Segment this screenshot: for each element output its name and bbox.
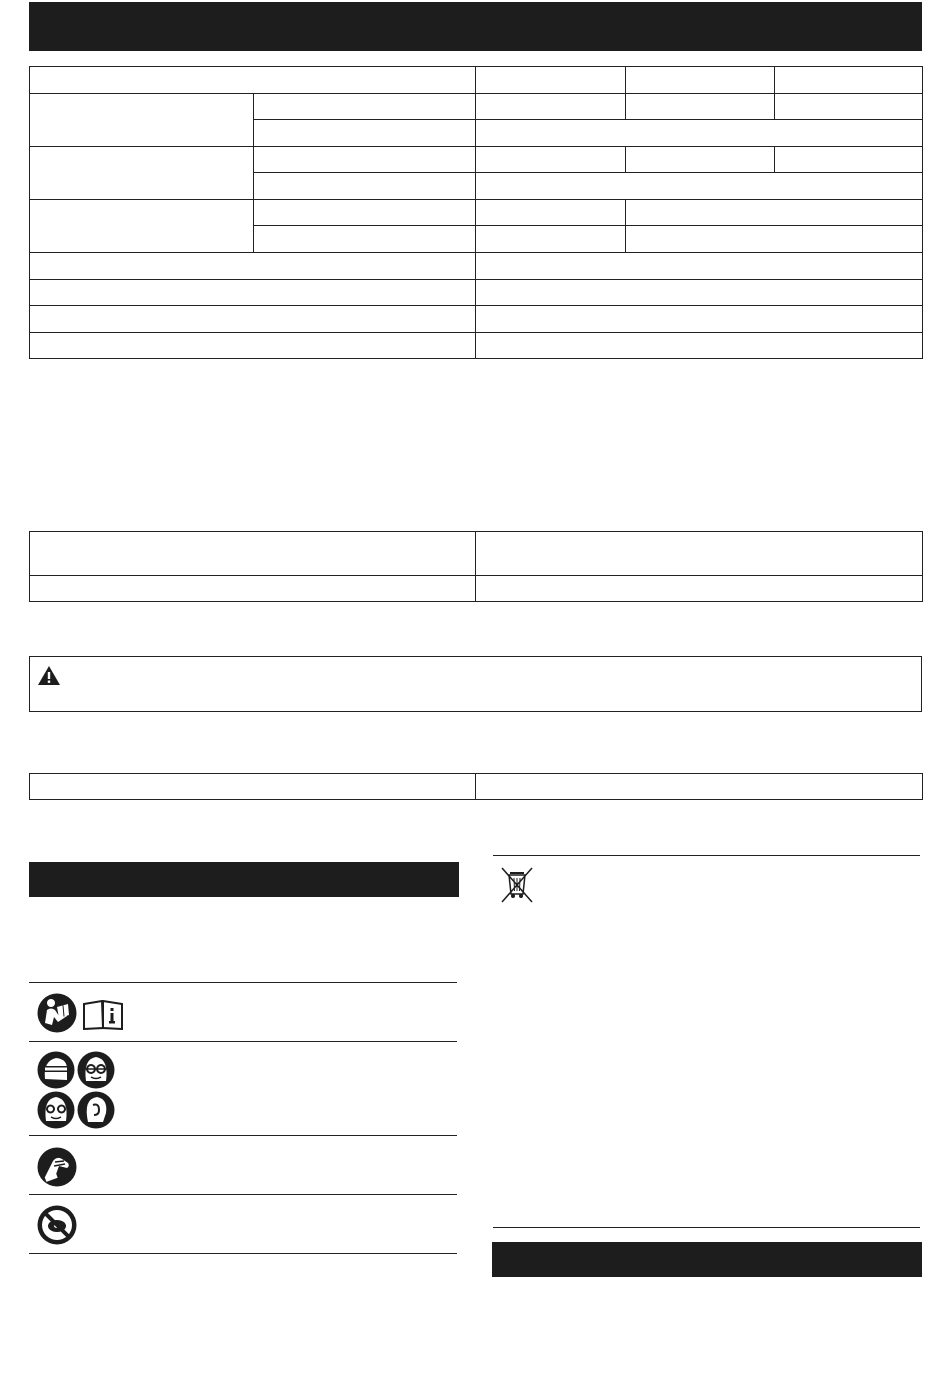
spec-value [476,200,626,226]
top-title-bar [29,2,922,51]
spec-header-cell [30,67,476,94]
disposal-top-rule [493,855,920,856]
gloves-icon [37,1147,77,1187]
spec-value [775,147,923,173]
instruction-book-icon [82,1000,124,1030]
spec-value-span [626,200,923,226]
spec-group-label [30,94,254,147]
single-row-cell [30,774,476,800]
no-wheel-icon [37,1205,77,1245]
spec-value [476,226,626,253]
safety-glasses-icon [37,1091,75,1129]
disposal-bottom-rule [493,1227,920,1228]
spec-row-label [30,306,476,333]
symbol-divider [29,1253,457,1254]
secondary-table [29,531,923,602]
face-shield-icon [37,1051,75,1089]
spec-row-value [476,253,923,280]
spec-sublabel [254,94,476,120]
spec-value-span [476,120,923,147]
spec-group-label [30,147,254,200]
spec-value [775,94,923,120]
spec-header-cell [626,67,775,94]
spec-row-value [476,306,923,333]
spec-sublabel [254,147,476,173]
spec-sublabel [254,226,476,253]
spec-row-label [30,280,476,306]
spec-sublabel [254,173,476,200]
spec-row-label [30,333,476,359]
secondary-cell [476,576,923,602]
spec-value [476,94,626,120]
symbol-divider [29,1041,457,1042]
spec-header-cell [476,67,626,94]
secondary-cell [476,532,923,576]
single-row-table [29,773,923,800]
spec-sublabel [254,200,476,226]
spec-value [626,94,775,120]
spec-row-value [476,333,923,359]
goggles-icon [77,1051,115,1089]
specifications-table [29,66,923,359]
spec-header-cell [775,67,923,94]
symbol-divider [29,1194,457,1195]
ear-protection-icon [77,1091,115,1129]
right-section-header [492,1242,922,1277]
spec-value-span [626,226,923,253]
spec-value [626,147,775,173]
symbol-divider [29,982,457,983]
single-row-cell [476,774,923,800]
spec-row-value [476,280,923,306]
warning-triangle-icon [37,665,61,686]
secondary-cell [30,576,476,602]
warning-box [29,656,922,712]
spec-sublabel [254,120,476,147]
secondary-cell [30,532,476,576]
left-section-header [29,862,459,897]
spec-value [476,147,626,173]
read-manual-person-icon [37,993,77,1033]
spec-value-span [476,173,923,200]
spec-group-label [30,200,254,253]
crossed-out-wheelie-bin-icon [499,866,535,904]
spec-row-label [30,253,476,280]
symbol-divider [29,1135,457,1136]
